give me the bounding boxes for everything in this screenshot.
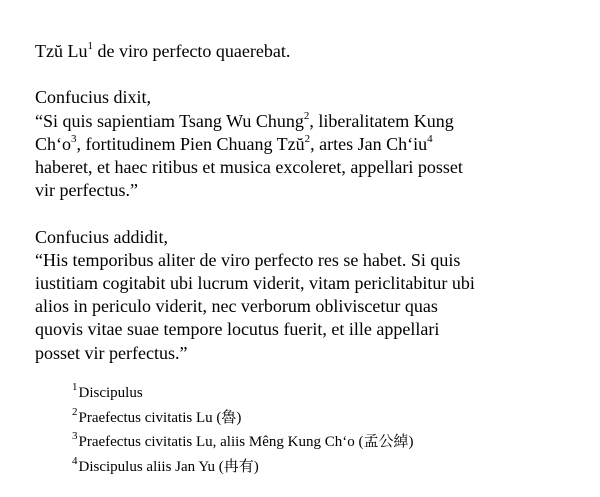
quote-line: “Si quis sapientiam Tsang Wu Chung$^2$, liberalitatem Kung	[35, 109, 454, 131]
quote-line: “His temporibus aliter de viro perfecto res se habet. Si quis	[35, 249, 461, 270]
footnotes	[72, 381, 592, 480]
quote-line: haberet, et haec ritibus et musica excoleret, appellari posset	[35, 157, 463, 177]
paragraph-gap	[35, 63, 595, 86]
footnote-ref: 2	[304, 132, 311, 145]
footnote	[72, 406, 592, 431]
footnote-ref: 1	[87, 40, 93, 52]
footnote-text: Praefectus civitatis Lu, aliis Mêng Kung Ch‘o (孟公綽)	[78, 434, 414, 451]
footnote-text: Praefectus civitatis Lu (魯)	[78, 409, 242, 426]
intro-line	[35, 40, 595, 63]
intro-text-end: de viro perfecto quaerebat.	[92, 41, 291, 61]
document-body	[35, 40, 595, 365]
footnote-number: 4	[72, 455, 78, 468]
quote-line: alios in periculo viderit, nec verborum obliviscetur quas	[35, 296, 438, 317]
footnote-ref: 3	[71, 132, 77, 145]
footnote-number: 2	[72, 405, 78, 418]
footnote-number: 1	[72, 381, 78, 393]
quote-line: posset vir perfectus.”	[35, 342, 188, 363]
footnote	[72, 430, 592, 455]
quote-line: vir perfectus.”	[35, 180, 138, 201]
speaker-line: Confucius addidit,	[35, 226, 168, 247]
footnote-ref: 4	[427, 132, 433, 145]
footnote-text: Discipulus	[78, 385, 143, 401]
footnote-text: Discipulus aliis Jan Yu (冉有)	[78, 459, 259, 476]
quote-line: $Ch‘o^3$, fortitudinem Pien Chuang Tzŭ$^2$, artes Jan $Ch‘iu^4$	[35, 132, 433, 154]
paragraph-gap	[35, 202, 595, 225]
footnote	[72, 455, 592, 480]
speaker-line: Confucius dixit,	[35, 87, 151, 108]
quote-line: iustitiam cogitabit ubi lucrum viderit, vitam periclitabitur ubi	[35, 273, 475, 293]
intro-text: Tzŭ Lu	[35, 41, 88, 61]
quote-line: quovis vitae suae tempore locutus fuerit, et ille appellari	[35, 319, 440, 340]
footnote-ref: 2	[303, 109, 310, 122]
footnote-number: 3	[72, 430, 78, 443]
footnote	[72, 381, 592, 406]
